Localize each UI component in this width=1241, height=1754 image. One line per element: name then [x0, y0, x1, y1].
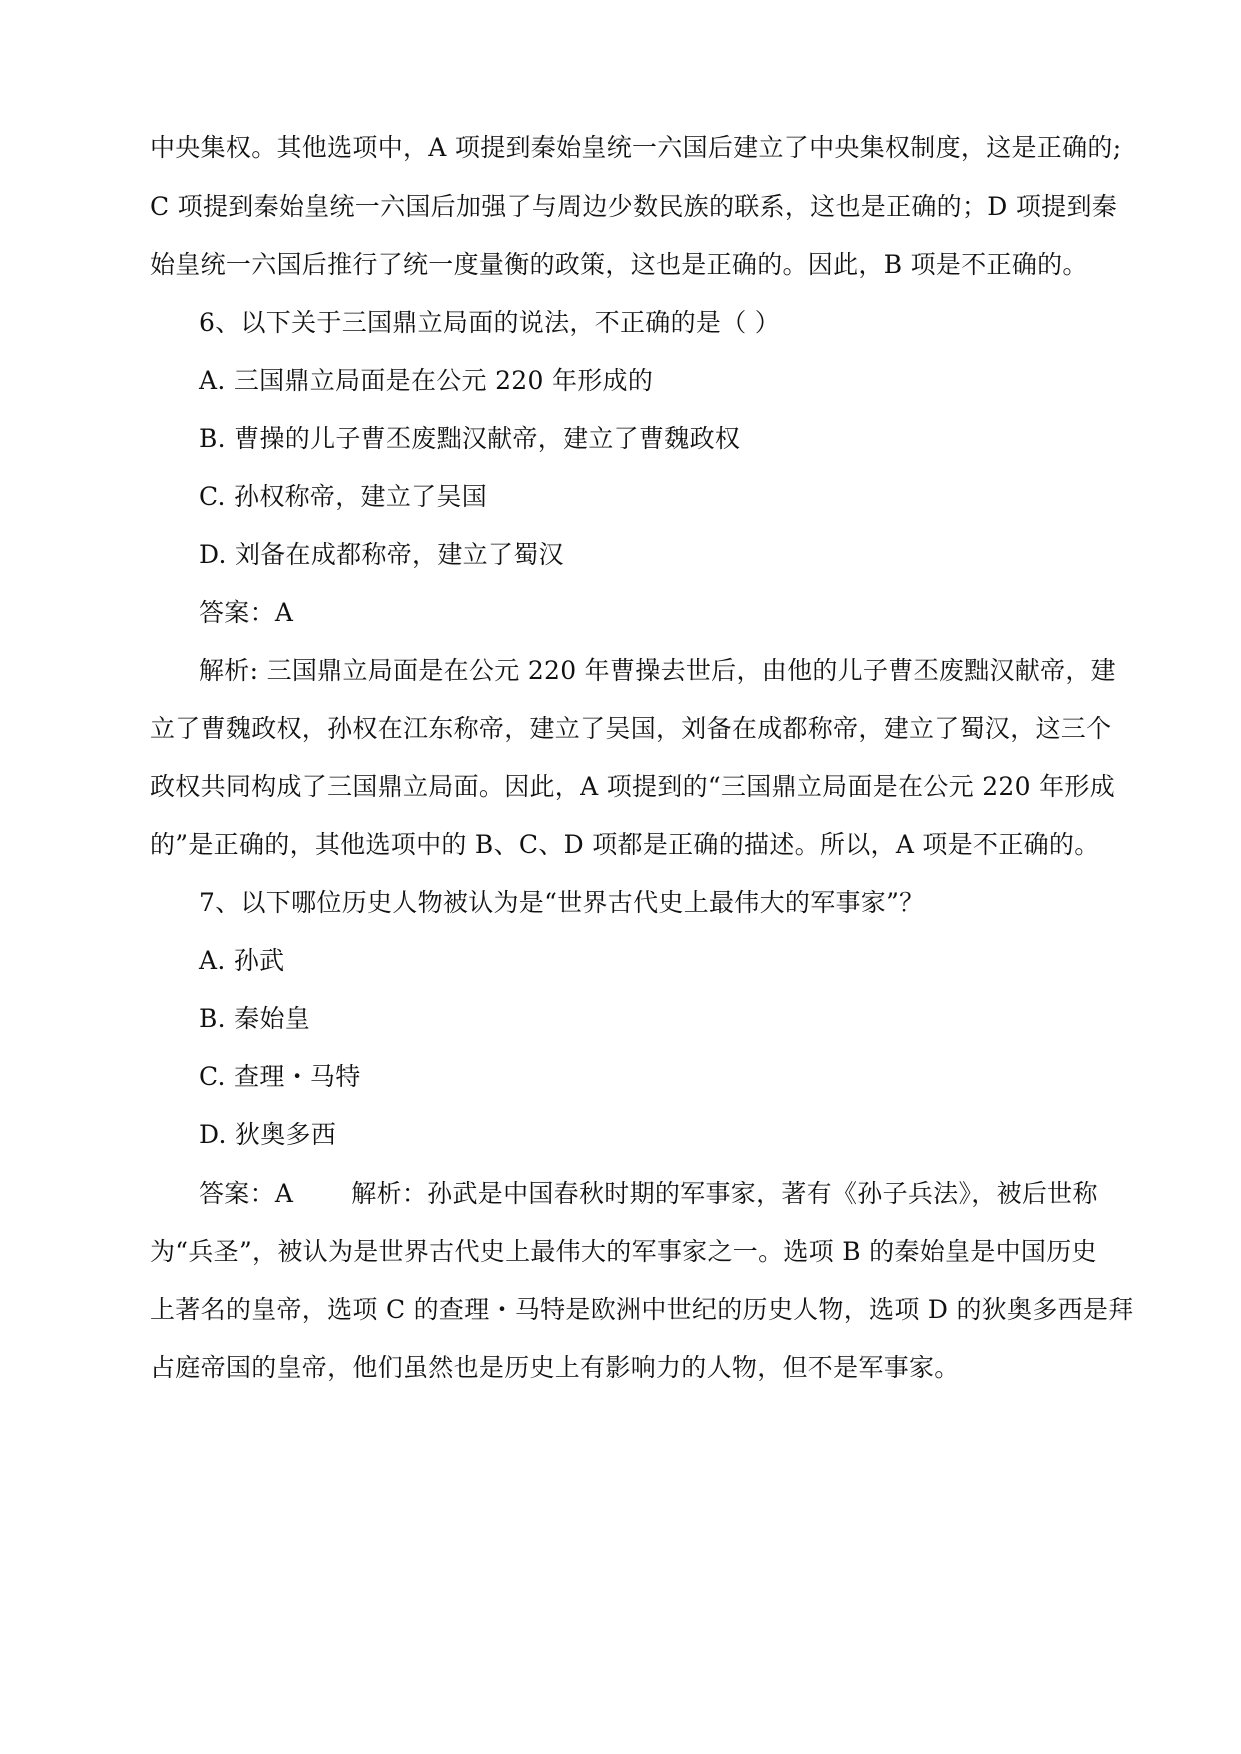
- paragraph-line: 始皇统一六国后推行了统一度量衡的政策，这也是正确的。因此，B 项是不正确的。: [150, 250, 1088, 279]
- question-6-option-a: A. 三国鼎立局面是在公元 220 年形成的: [199, 366, 654, 395]
- question-7-analysis-line: 为“兵圣”，被认为是世界古代史上最伟大的军事家之一。选项 B 的秦始皇是中国历史: [150, 1237, 1097, 1266]
- question-7-option-a: A. 孙武: [199, 946, 285, 975]
- question-6-option-b: B. 曹操的儿子曹丕废黜汉献帝，建立了曹魏政权: [199, 424, 741, 453]
- question-7-option-d: D. 狄奥多西: [199, 1120, 337, 1149]
- question-6-analysis-line: 的”是正确的，其他选项中的 B、C、D 项都是正确的描述。所以，A 项是不正确的。: [150, 830, 1100, 859]
- question-7-answer-analysis: [199, 1177, 1139, 1211]
- question-7-option-c: C. 查理・马特: [199, 1062, 361, 1091]
- question-6-analysis-line: 政权共同构成了三国鼎立局面。因此，A 项提到的“三国鼎立局面是在公元 220 年形成: [150, 772, 1115, 801]
- paragraph-line: C 项提到秦始皇统一六国后加强了与周边少数民族的联系，这也是正确的；D 项提到秦: [150, 192, 1118, 221]
- question-6-analysis-line: 立了曹魏政权，孙权在江东称帝，建立了吴国，刘备在成都称帝，建立了蜀汉，这三个: [150, 714, 1112, 743]
- paragraph-line: 中央集权。其他选项中，A 项提到秦始皇统一六国后建立了中央集权制度，这是正确的;: [150, 133, 1122, 162]
- question-6-option-d: D. 刘备在成都称帝，建立了蜀汉: [199, 540, 564, 569]
- question-7-stem: 7、以下哪位历史人物被认为是“世界古代史上最伟大的军事家”？: [199, 888, 925, 917]
- question-7-answer: 答案：A: [199, 1179, 294, 1208]
- question-6-answer: 答案：A: [199, 598, 294, 627]
- question-6-analysis-line: 解析: 三国鼎立局面是在公元 220 年曹操去世后，由他的儿子曹丕废黜汉献帝，建: [199, 656, 1116, 685]
- question-7-analysis-line: 上著名的皇帝，选项 C 的查理・马特是欧洲中世纪的历史人物，选项 D 的狄奥多西是拜: [150, 1295, 1134, 1324]
- question-6-stem: 6、以下关于三国鼎立局面的说法，不正确的是（ ）: [199, 308, 781, 337]
- question-7-option-b: B. 秦始皇: [199, 1004, 311, 1033]
- question-6-option-c: C. 孙权称帝，建立了吴国: [199, 482, 488, 511]
- question-7-analysis-start: 解析：孙武是中国春秋时期的军事家，著有《孙子兵法》，被后世称: [351, 1179, 1098, 1208]
- question-7-analysis-line: 占庭帝国的皇帝，他们虽然也是历史上有影响力的人物，但不是军事家。: [150, 1353, 960, 1382]
